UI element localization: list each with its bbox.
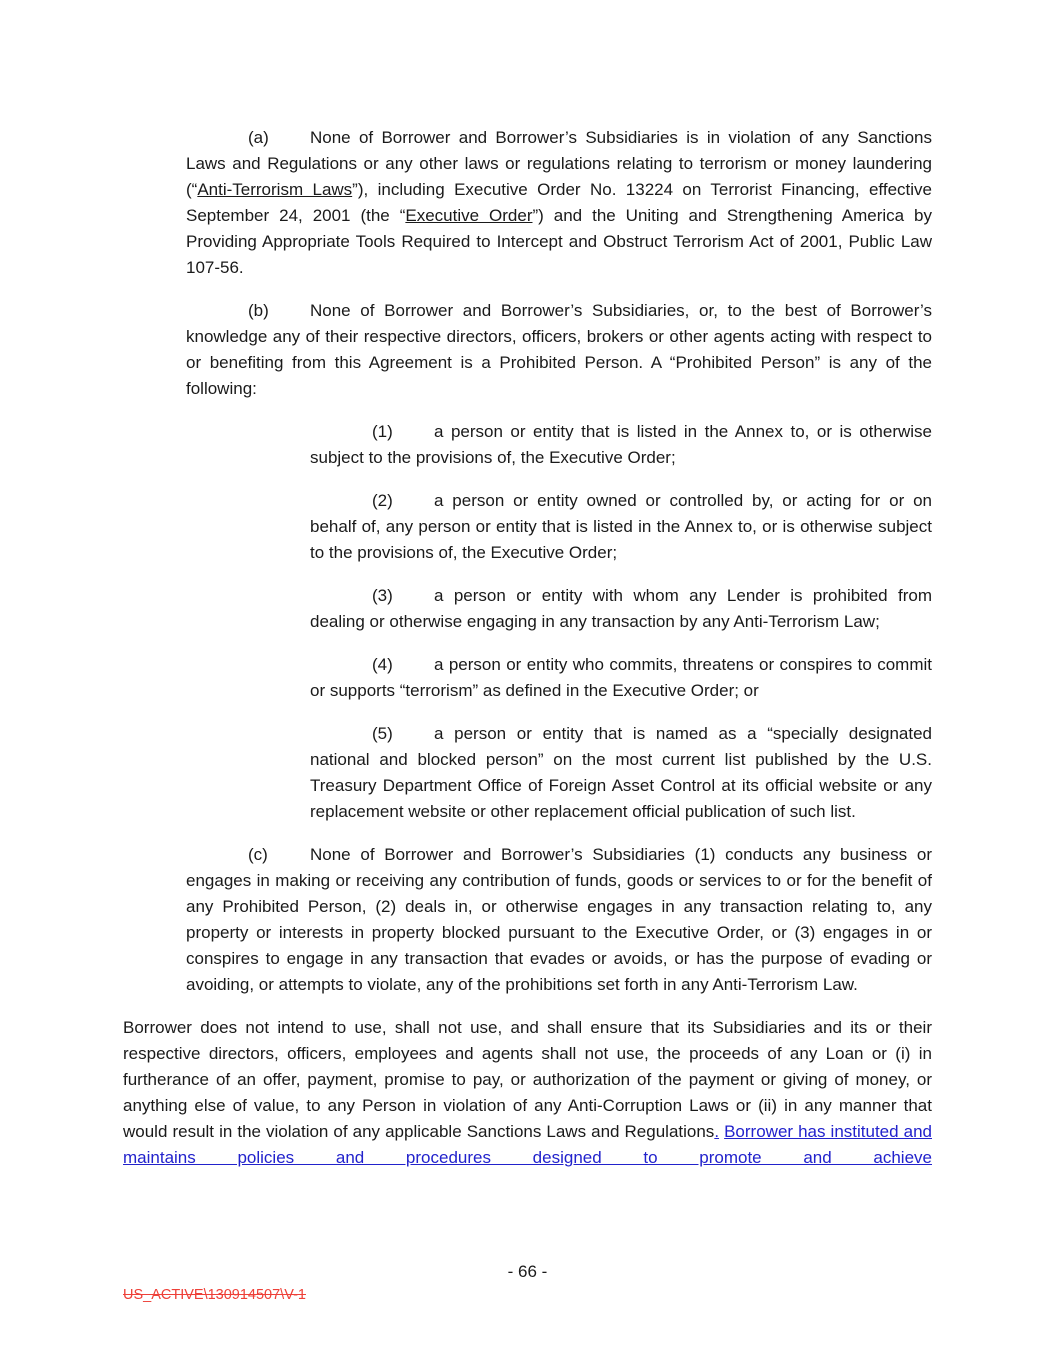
paragraph-a — [186, 125, 932, 281]
list-item-2-label: (2) — [372, 491, 393, 510]
page-number: - 66 - — [507, 1262, 548, 1281]
paragraph-b — [186, 298, 932, 402]
paragraph-a-text-2: ”), including Executive Order No. 13224 on Terrorist Financing, effective September 24, 2001 (the “ — [186, 180, 932, 225]
paragraph-a-text-3: ”) and the Uniting and Strengthening America by Providing Appropriate Tools Required to Intercept and Obstruct Terrorism Act of 2001, Public Law 107-56. — [186, 206, 932, 277]
paragraph-b-label: (b) — [248, 301, 269, 320]
list-item-4-text: a person or entity who commits, threatens or conspires to commit or supports “terrorism” as defined in the Executive Order; or — [310, 655, 932, 700]
inserted-period: . — [714, 1122, 720, 1141]
paragraph-c-label: (c) — [248, 845, 268, 864]
paragraph-c-text: None of Borrower and Borrower’s Subsidiaries (1) conducts any business or engages in making or receiving any contribution of funds, goods or services to or for the benefit of any Prohibited Person, (2) deals in, or otherwise engages in any transaction relating to, any property or interests in property blocked pursuant to the Executive Order, or (3) engages in or conspires to engage in any transaction that evades or avoids, or has the purpose of evading or avoiding, or attempts to violate, any of the prohibitions set forth in any Anti-Terrorism Law. — [186, 845, 932, 994]
paragraph-a-label: (a) — [248, 128, 269, 147]
list-item-1 — [310, 419, 932, 471]
paragraph-c — [186, 842, 932, 998]
list-item-4-label: (4) — [372, 655, 393, 674]
list-item-5-label: (5) — [372, 724, 393, 743]
closing-paragraph — [123, 1015, 932, 1171]
inserted-text: Borrower has instituted and maintains policies and procedures designed to promote and achieve — [123, 1122, 932, 1167]
paragraph-a-text-1: None of Borrower and Borrower’s Subsidiaries is in violation of any Sanctions Laws and Regulations or any other laws or regulations relating to terrorism or money laundering (“ — [186, 128, 932, 199]
list-item-5 — [310, 721, 932, 825]
list-item-3-label: (3) — [372, 586, 393, 605]
list-item-1-text: a person or entity that is listed in the Annex to, or is otherwise subject to the provisions of, the Executive Order; — [310, 422, 932, 467]
paragraph-b-text: None of Borrower and Borrower’s Subsidiaries, or, to the best of Borrower’s knowledge any of their respective directors, officers, brokers or other agents acting with respect to or benefiting from this Agreement is a Prohibited Person. A “Prohibited Person” is any of the following: — [186, 301, 932, 398]
list-item-3-text: a person or entity with whom any Lender is prohibited from dealing or otherwise engaging in any transaction by any Anti-Terrorism Law; — [310, 586, 932, 631]
list-item-1-label: (1) — [372, 422, 393, 441]
footer-doc-id: US_ACTIVE\130914507\V-1 — [123, 1287, 306, 1303]
defined-term-executive-order: Executive Order — [405, 206, 533, 225]
list-item-5-text: a person or entity that is named as a “specially designated national and blocked person” on the most current list published by the U.S. Treasury Department Office of Foreign Asset Control at its official website or any replacement website or other replacement official publication of such list. — [310, 724, 932, 821]
list-item-4 — [310, 652, 932, 704]
defined-term-anti-terrorism-laws: Anti-Terrorism Laws — [197, 180, 353, 199]
list-item-2-text: a person or entity owned or controlled by, or acting for or on behalf of, any person or entity that is listed in the Annex to, or is otherwise subject to the provisions of, the Executive Order; — [310, 491, 932, 562]
closing-paragraph-text: Borrower does not intend to use, shall not use, and shall ensure that its Subsidiaries and its or their respective directors, officers, employees and agents shall not use, the proceeds of any Loan or (i) in furtherance of an offer, payment, promise to pay, or authorization of the payment or giving of money, or anything else of value, to any Person in violation of any Anti-Corruption Laws or (ii) in any manner that would result in the violation of any applicable Sanctions Laws and Regulations — [123, 1018, 932, 1141]
document-body — [123, 125, 932, 1171]
list-item-3 — [310, 583, 932, 635]
list-item-2 — [310, 488, 932, 566]
